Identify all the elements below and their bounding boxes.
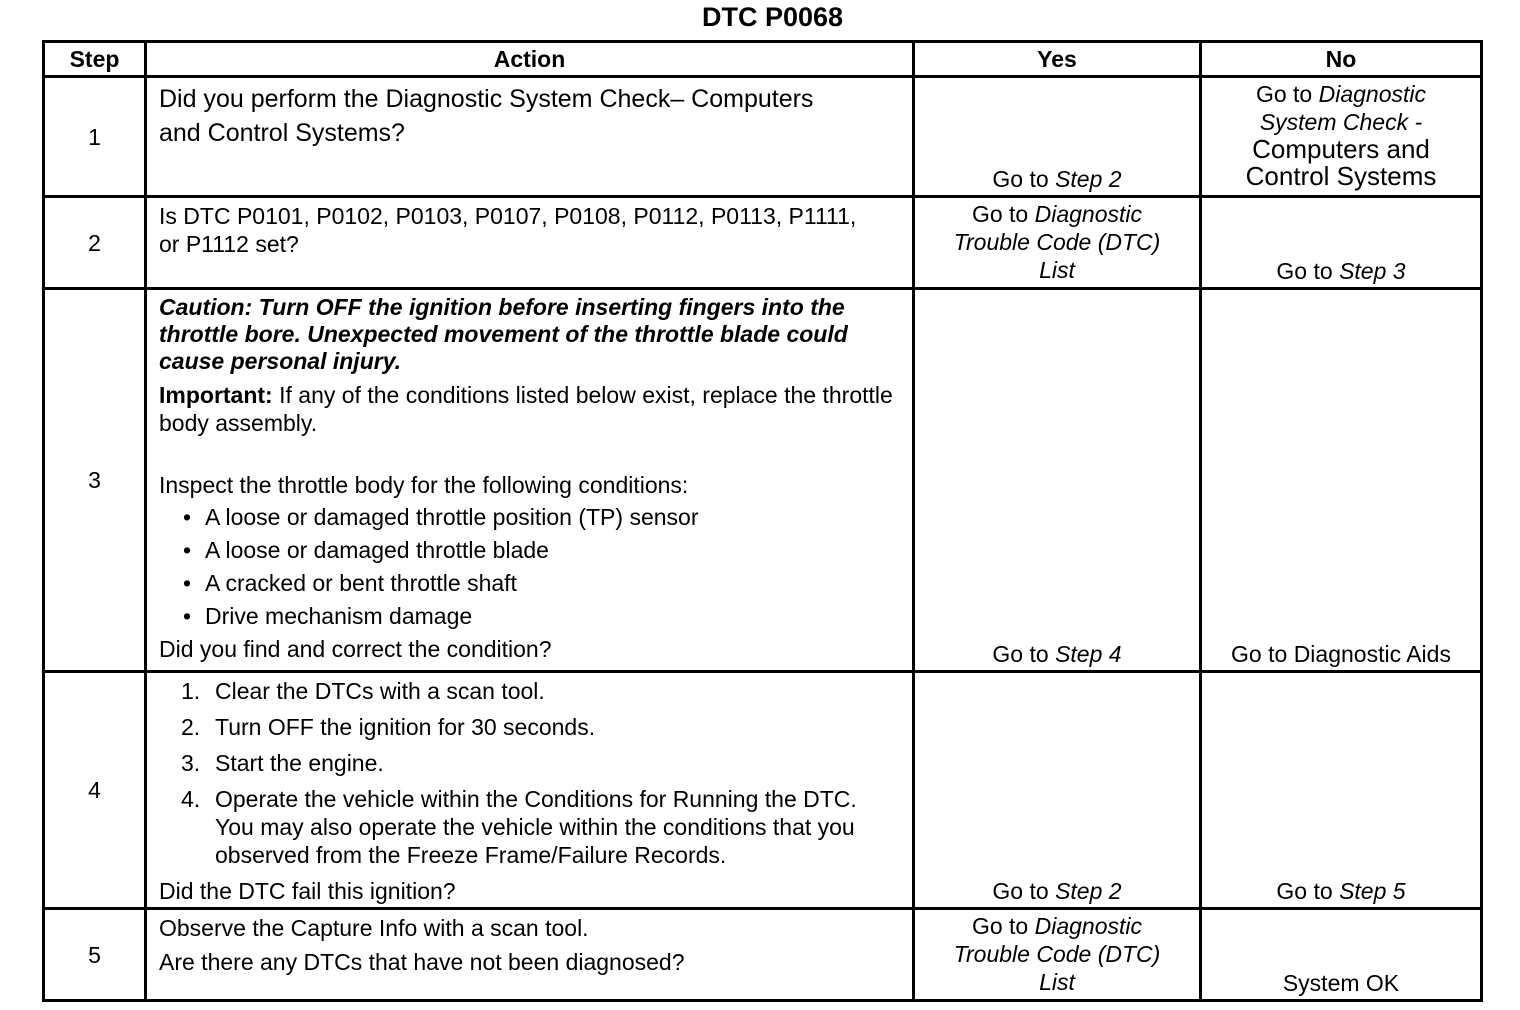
yes-link[interactable]: Diagnostic Trouble Code (DTC) List <box>953 913 1161 995</box>
no-cell <box>1201 672 1482 909</box>
yes-link[interactable]: Diagnostic Trouble Code (DTC) List <box>953 201 1161 283</box>
header-action: Action <box>146 42 914 77</box>
header-yes: Yes <box>914 42 1201 77</box>
no-prefix: Go to <box>1276 878 1340 904</box>
no-prefix: Go to <box>1255 81 1319 107</box>
no-status: System OK <box>1282 970 1400 996</box>
inspect-intro: Inspect the throttle body for the following conditions: <box>159 472 689 498</box>
table-row <box>44 77 1482 197</box>
yes-cell <box>914 672 1201 909</box>
yes-prefix: Go to <box>992 641 1056 667</box>
step-number: 4 <box>44 672 146 909</box>
no-cell <box>1201 289 1482 672</box>
header-no: No <box>1201 42 1482 77</box>
no-prefix: Go to <box>1276 258 1340 284</box>
yes-cell <box>914 909 1201 1001</box>
step-number: 1 <box>44 77 146 197</box>
caution-text: Caution: Turn OFF the ignition before inserting fingers into the throttle bore. Unexpected movement of the throttle blade could cause personal injury. <box>159 294 848 374</box>
action-cell <box>146 197 914 289</box>
table-row <box>44 289 1482 672</box>
important-text: If any of the conditions listed below exist, replace the throttle body assembly. <box>159 382 893 436</box>
header-step: Step <box>44 42 146 77</box>
no-link[interactable]: Diagnostic System Check - <box>1259 81 1427 135</box>
table-row <box>44 672 1482 909</box>
important-label: Important: <box>159 382 273 408</box>
yes-prefix: Go to <box>992 878 1056 904</box>
no-link[interactable]: Step 3 <box>1339 258 1406 284</box>
yes-link[interactable]: Step 2 <box>1055 166 1122 192</box>
yes-prefix: Go to <box>992 166 1056 192</box>
table-row <box>44 909 1482 1001</box>
no-cell <box>1201 77 1482 197</box>
no-cell <box>1201 909 1482 1001</box>
no-link[interactable]: Step 5 <box>1339 878 1406 904</box>
action-cell <box>146 289 914 672</box>
page-title: DTC P0068 <box>701 2 844 32</box>
list-item: 2. Turn OFF the ignition for 30 seconds. <box>181 714 596 740</box>
list-item: • A loose or damaged throttle position (TP) sensor <box>183 503 898 531</box>
list-item: 4. Operate the vehicle within the Conditions for Running the DTC. You may also operate the vehicle within the conditions that you observed from the Freeze Frame/Failure Records. <box>181 786 857 868</box>
action-cell <box>146 77 914 197</box>
step-number: 2 <box>44 197 146 289</box>
dtc-table <box>42 40 1483 1002</box>
yes-link[interactable]: Step 2 <box>1055 878 1122 904</box>
yes-link[interactable]: Step 4 <box>1055 641 1122 667</box>
header-row <box>44 42 1482 77</box>
list-item: • A loose or damaged throttle blade <box>183 536 898 564</box>
action-question: Did you find and correct the condition? <box>159 636 552 662</box>
important-note <box>159 381 898 437</box>
table-row <box>44 197 1482 289</box>
action-text: Is DTC P0101, P0102, P0103, P0107, P0108, P0112, P0113, P1111, or P1112 set? <box>159 203 857 257</box>
action-text: Did you perform the Diagnostic System Check– Computers and Control Systems? <box>159 85 814 147</box>
action-question: Did the DTC fail this ignition? <box>159 878 456 904</box>
list-item: 3. Start the engine. <box>181 750 384 776</box>
step-number: 3 <box>44 289 146 672</box>
step-number: 5 <box>44 909 146 1001</box>
list-item: • A cracked or bent throttle shaft <box>183 569 898 597</box>
action-question: Are there any DTCs that have not been diagnosed? <box>159 949 685 975</box>
procedure-list <box>181 677 898 869</box>
action-cell <box>146 672 914 909</box>
no-rest[interactable]: Computers and Control Systems <box>1245 134 1437 191</box>
action-cell <box>146 909 914 1001</box>
yes-cell <box>914 197 1201 289</box>
yes-cell <box>914 77 1201 197</box>
action-text: Observe the Capture Info with a scan tool. <box>159 915 589 941</box>
list-item: • Drive mechanism damage <box>183 602 898 630</box>
yes-cell <box>914 289 1201 672</box>
yes-prefix: Go to <box>971 201 1035 227</box>
list-item: 1. Clear the DTCs with a scan tool. <box>181 678 545 704</box>
no-cell <box>1201 197 1482 289</box>
condition-list <box>183 503 898 630</box>
no-link[interactable]: Go to Diagnostic Aids <box>1231 641 1451 667</box>
yes-prefix: Go to <box>971 913 1035 939</box>
